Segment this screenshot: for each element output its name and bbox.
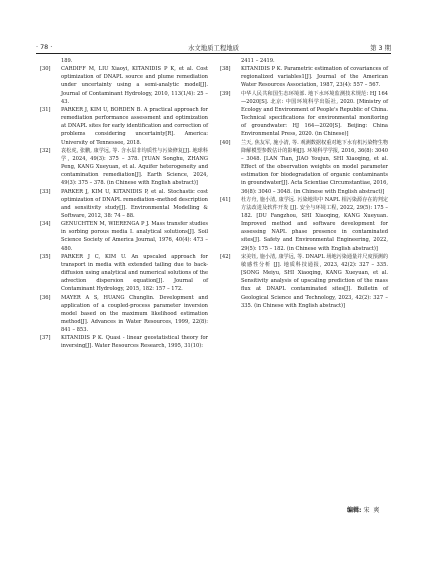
reference-number: [35] [40, 253, 51, 260]
reference-entry [40, 65, 208, 106]
reference-entry [220, 65, 388, 89]
reference-text: KITANIDIS P K. Quasi - linear geostatistical theory for inversing[J]. Water Resources Research, 1995, 31(10): [61, 335, 208, 350]
reference-number: [36] [40, 294, 51, 301]
reference-text: PARKER J, KIM U, BORDEN B. A practical approach for remediation performance assessment and optimization at DNAPL sites for early identification and correction of problems considering uncertainty[R]. America: University of Tennessee, 2018. [61, 106, 208, 146]
reference-number: [33] [40, 188, 51, 195]
reference-number: [34] [40, 221, 51, 228]
reference-continuation: 189. [61, 58, 73, 64]
reference-text: MAYER A S, HUANG Chunglin. Development and application of a coupled-process parameter inversion model based on the maximum likelihood estimation method[J]. Advances in Water Resources, 1999, 22(8): 841 – 853. [61, 294, 208, 334]
reference-column-left [40, 57, 208, 351]
running-header [36, 40, 391, 54]
editor-name: 宋 爽 [363, 507, 380, 514]
editor-label: 编辑: [347, 507, 362, 514]
reference-text: KITANIDIS P K. Parametric estimation of covariances of regionalized variables1[J]. Journal of the American Water Resources Association, 1987, 23(4): 557 – 567. [241, 66, 388, 89]
reference-text: 兰天, 焦友军, 施小清, 等. 观测数据权重对地下水有机污染物生物降解模型参数估计的影响[J]. 环境科学学报, 2016, 36(8): 3040 – 3048. [LAN Tian, JIAO Youjun, SHI Xiaoqing, et al. Effect of the observation weights on model parameter estimation for biodegradation of organic contaminants in groundwater[J]. Acta Scientiae Circumstantiae, 2016, 36(8): 3040 – 3048. (in Chinese with English abstract)] [241, 139, 388, 195]
reference-entry [220, 139, 388, 196]
reference-number: [40] [220, 139, 231, 146]
reference-number: [30] [40, 66, 51, 73]
page-number: · 78 · [36, 43, 53, 51]
reference-entry [220, 90, 388, 139]
reference-entry [40, 147, 208, 188]
reference-column-right [220, 57, 388, 310]
reference-entry [40, 188, 208, 221]
editor-credit [347, 505, 379, 514]
reference-entry [40, 253, 208, 294]
reference-text: 宋美钰, 施小清, 康学远, 等. DNAPL 场地污染通量并尺度预测的敏感性分析 [J]. 地质科技通报, 2023, 42(2): 327 – 335. [SONG Meiyu, SHI Xiaoqing, KANG Xueyuan, et al. Sensitivity analysis of upscaling prediction of the mass flux at DNAPL contaminated sites[J]. Bulletin of Geological Science and Technology, 2023, 42(2): 327 – 335. (in Chinese with English abstract)] [241, 253, 389, 309]
header-rule [36, 53, 391, 54]
reference-number: [39] [220, 90, 231, 97]
reference-text: 杜方舟, 施小清, 康学远. 污染地块中 NAPL 相污染源存在的判定方法改进及软件开发 [J]. 安全与环境工程, 2022, 29(5): 175 – 182. [DU Fangzhou, SHI Xiaoqing, KANG Xueyuan. Improved method and software development for assessing NAPL phase presence in contaminated sites[J]. Safety and Environmental Engineering, 2022, 29(5): 175 – 182. (in Chinese with English abstract)] [241, 196, 388, 252]
reference-text: PARKER J C, KIM U. An upscaled approach for transport in media with extended tailing due to back-diffusion using analytical and numerical solutions of the advection dispersion equation[J]. Journal of Contaminant Hydrology, 2015, 182: 157 – 172. [61, 253, 208, 293]
reference-number: [38] [220, 66, 231, 73]
issue-number: 第 3 期 [370, 44, 391, 52]
reference-number: [41] [220, 196, 231, 203]
reference-entry [40, 294, 208, 335]
reference-number: [37] [40, 335, 51, 342]
reference-entry [40, 220, 208, 253]
reference-number: [32] [40, 147, 51, 154]
reference-text: CARDIFF M, LIU Xiaoyi, KITANIDIS P K, et al. Cost optimization of DNAPL source and plume remediation under uncertainty using a semi-analytic model[J]. Journal of Contaminant Hydrology, 2010, 113(1/4): 25 – 43. [61, 66, 208, 105]
reference-number: [42] [220, 253, 231, 260]
reference-entry [220, 196, 388, 253]
reference-text: 中华人民共和国生态环境部. 地下水环境监测技术规范: HJ 164—2020[S]. 北京: 中国环境科学出版社, 2020. [Ministry of Ecology and Environment of People's Republic of China. Technical specifications for environmental monitoring of groundwater: HJ 164—2020[S]. Beijing: China Environmental Press, 2020. (in Chinese)] [241, 90, 388, 138]
journal-title: 水文地质工程地质 [187, 44, 240, 52]
reference-text: GENUCHTEN M, WIERENGA P J. Mass transfer studies in sorbing porous media I. analytical solutions[J]. Soil Science Society of America Journal, 1976, 40(4): 473 – 480. [61, 221, 208, 252]
reference-entry [40, 334, 208, 350]
reference-continuation: 2411 – 2419. [241, 58, 275, 64]
reference-text: 袁松虎, 张鹏, 康学远, 等. 含水层非均质性与污染修复[J]. 地球科学, 2024, 49(3): 375 – 378. [YUAN Songhu, ZHANG Peng, KANG Xueyuan, et al. Aquifer heterogeneity and contamination remediation[J]. Earth Science, 2024, 49(3): 375 – 378. (in Chinese with English abstract)] [61, 147, 208, 187]
reference-number: [31] [40, 106, 51, 113]
reference-text: PARKER J, KIM U, KITANIDIS P, et al. Stochastic cost optimization of DNAPL remediation–method description and sensitivity study[J]. Environmental Modelling & Software, 2012, 38: 74 – 88. [61, 188, 208, 219]
reference-entry [220, 253, 388, 310]
reference-entry [40, 106, 208, 147]
